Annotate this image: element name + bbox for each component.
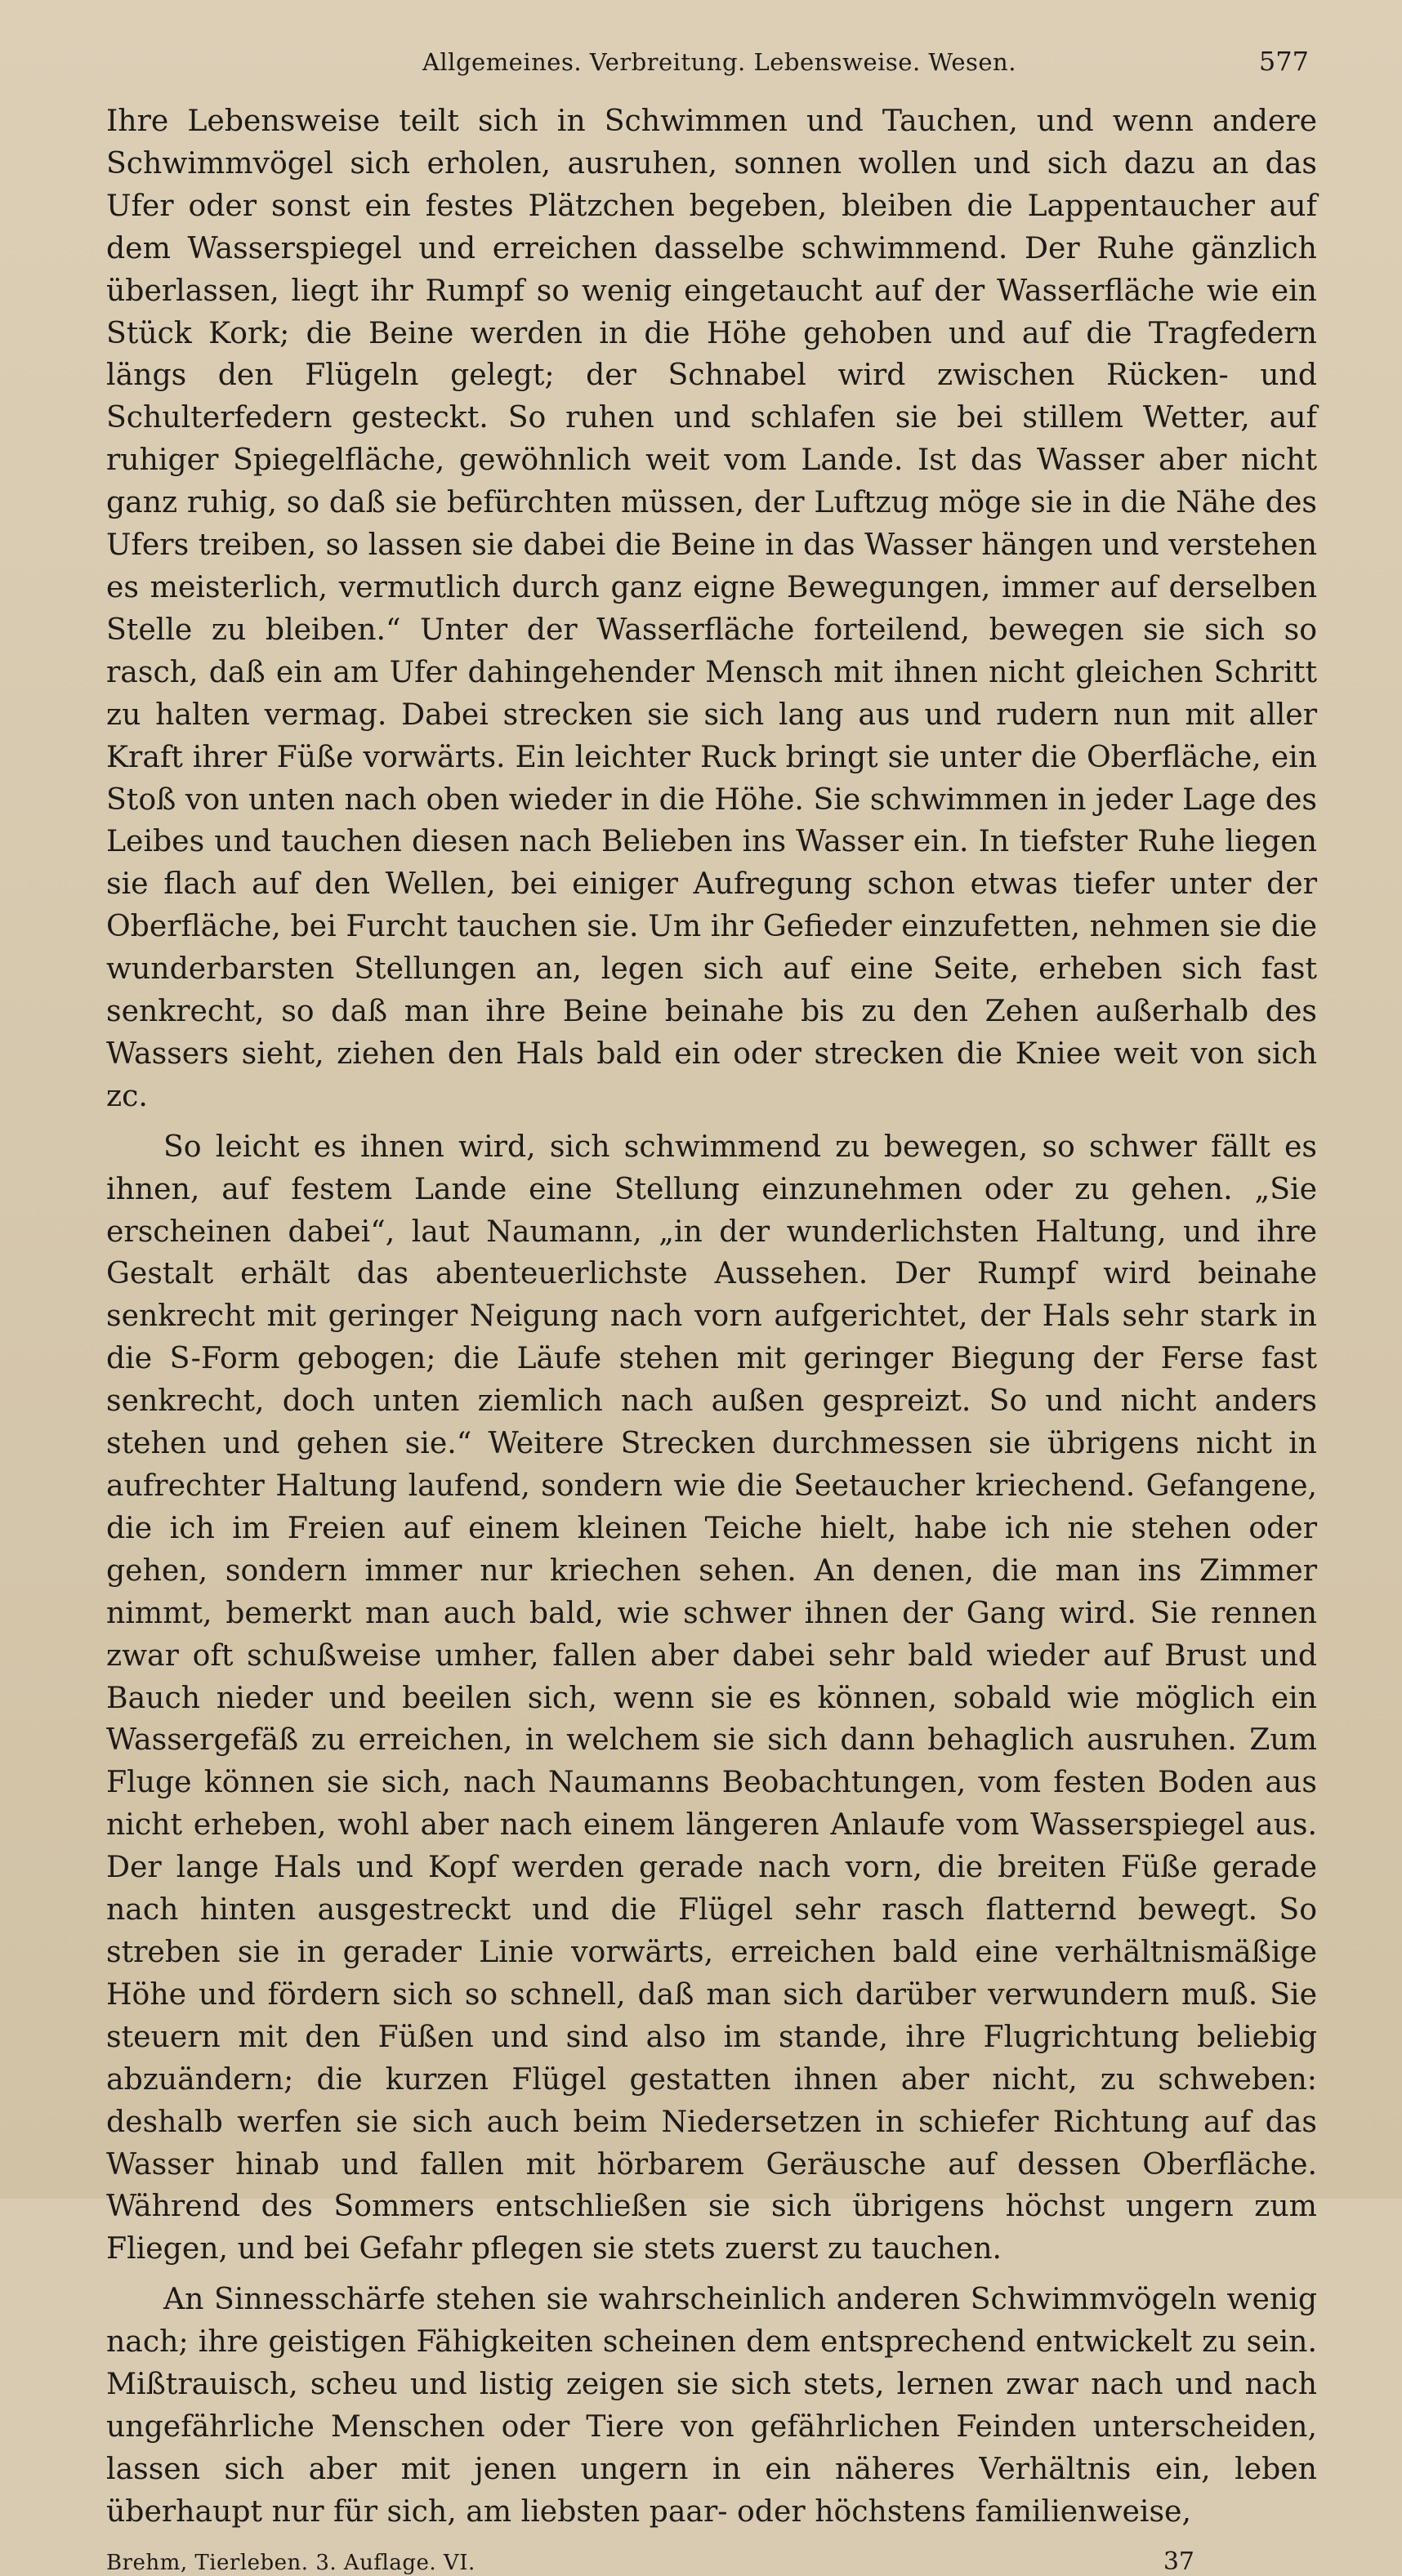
page-number: 577 [1258,46,1309,77]
paragraph-lebensweise: Ihre Lebensweise teilt sich in Schwimmen und Tauchen, und wenn andere Schwimmvögel sich erholen, ausruhen, sonnen wollen und sich dazu an das Ufer oder sonst ein festes Plätzchen begeben, bleiben die Lappentaucher auf dem Wasserspiegel und erreichen dasselbe schwimmend. Der Ruhe gänzlich überlassen, liegt ihr Rumpf so wenig eingetaucht auf der Wasserfläche wie ein Stück Kork; die Beine werden in die Höhe gehoben und auf die Tragfedern längs den Flügeln gelegt; der Schnabel wird zwischen Rücken- und Schulterfedern gesteckt. So ruhen und schlafen sie bei stillem Wetter, auf ruhiger Spiegelfläche, gewöhnlich weit vom Lande. Ist das Wasser aber nicht ganz ruhig, so daß sie befürchten müssen, der Luftzug möge sie in die Nähe des Ufers treiben, so lassen sie dabei die Beine in das Wasser hängen und verstehen es meisterlich, vermutlich durch ganz eigne Bewegungen, immer auf derselben Stelle zu bleiben.“ Unter der Wasserfläche forteilend, bewegen sie sich so rasch, daß ein am Ufer dahingehender Mensch mit ihnen nicht gleichen Schritt zu halten vermag. Dabei strecken sie sich lang aus und rudern nun mit aller Kraft ihrer Füße vorwärts. Ein leichter Ruck bringt sie unter die Oberfläche, ein Stoß von unten nach oben wieder in die Höhe. Sie schwimmen in jeder Lage des Leibes und tauchen diesen nach Belieben ins Wasser ein. In tiefster Ruhe liegen sie flach auf den Wellen, bei einiger Aufregung schon etwas tiefer unter der Oberfläche, bei Furcht tauchen sie. Um ihr Gefieder einzufetten, nehmen sie die wunderbarsten Stellungen an, legen sich auf eine Seite, erheben sich fast senkrecht, so daß man ihre Beine beinahe bis zu den Zehen außerhalb des Wassers sieht, ziehen den Hals bald ein oder strecken die Kniee weit von sich zc. [106,103,1317,1113]
book-reference: Brehm, Tierleben. 3. Auflage. VI. [106,2550,476,2575]
running-title: Allgemeines. Verbreitung. Lebensweise. Wesen. [422,48,1016,76]
paragraph-sinnesschaerfe: An Sinnesschärfe stehen sie wahrscheinlich anderen Schwimmvögeln wenig nach; ihre geistigen Fähigkeiten scheinen dem entsprechend entwickelt zu sein. Mißtrauisch, scheu und listig zeigen sie sich stets, lernen zwar nach und nach ungefährliche Menschen oder Tiere von gefährlichen Feinden unterscheiden, lassen sich aber mit jenen ungern in ein näheres Verhältnis ein, leben überhaupt nur für sich, am liebsten paar- oder höchstens familienweise, [106,2281,1317,2529]
running-head [106,33,1317,95]
body-text [106,100,1317,2533]
signature-mark: 37 [1163,2547,1194,2576]
paragraph-fortbewegung: So leicht es ihnen wird, sich schwimmend zu bewegen, so schwer fällt es ihnen, auf festem Lande eine Stellung einzunehmen oder zu gehen. „Sie erscheinen dabei“, laut Naumann, „in der wunderlichsten Haltung, und ihre Gestalt erhält das abenteuerlichste Aussehen. Der Rumpf wird beinahe senkrecht mit geringer Neigung nach vorn aufgerichtet, der Hals sehr stark in die S-Form gebogen; die Läufe stehen mit geringer Biegung der Ferse fast senkrecht, doch unten ziemlich nach außen gespreizt. So und nicht anders stehen und gehen sie.“ Weitere Strecken durchmessen sie übrigens nicht in aufrechter Haltung laufend, sondern wie die Seetaucher kriechend. Gefangene, die ich im Freien auf einem kleinen Teiche hielt, habe ich nie stehen oder gehen, sondern immer nur kriechen sehen. An denen, die man ins Zimmer nimmt, bemerkt man auch bald, wie schwer ihnen der Gang wird. Sie rennen zwar oft schußweise umher, fallen aber dabei sehr bald wieder auf Brust und Bauch nieder und beeilen sich, wenn sie es können, sobald wie möglich ein Wassergefäß zu erreichen, in welchem sie sich dann behaglich ausruhen. Zum Fluge können sie sich, nach Naumanns Beobachtungen, vom festen Boden aus nicht erheben, wohl aber nach einem längeren Anlaufe vom Wasserspiegel aus. Der lange Hals und Kopf werden gerade nach vorn, die breiten Füße gerade nach hinten ausgestreckt und die Flügel sehr rasch flatternd bewegt. So streben sie in gerader Linie vorwärts, erreichen bald eine verhältnismäßige Höhe und fördern sich so schnell, daß man sich darüber verwundern muß. Sie steuern mit den Füßen und sind also im stande, ihre Flugrichtung beliebig abzuändern; die kurzen Flügel gestatten ihnen aber nicht, zu schweben: deshalb werfen sie sich auch beim Niedersetzen in schiefer Richtung auf das Wasser hinab und fallen mit hörbarem Geräusche auf dessen Oberfläche. Während des Sommers entschließen sie sich übrigens höchst ungern zum Fliegen, und bei Gefahr pflegen sie stets zuerst zu tauchen. [106,1128,1317,2266]
page-footer [106,2547,1317,2576]
